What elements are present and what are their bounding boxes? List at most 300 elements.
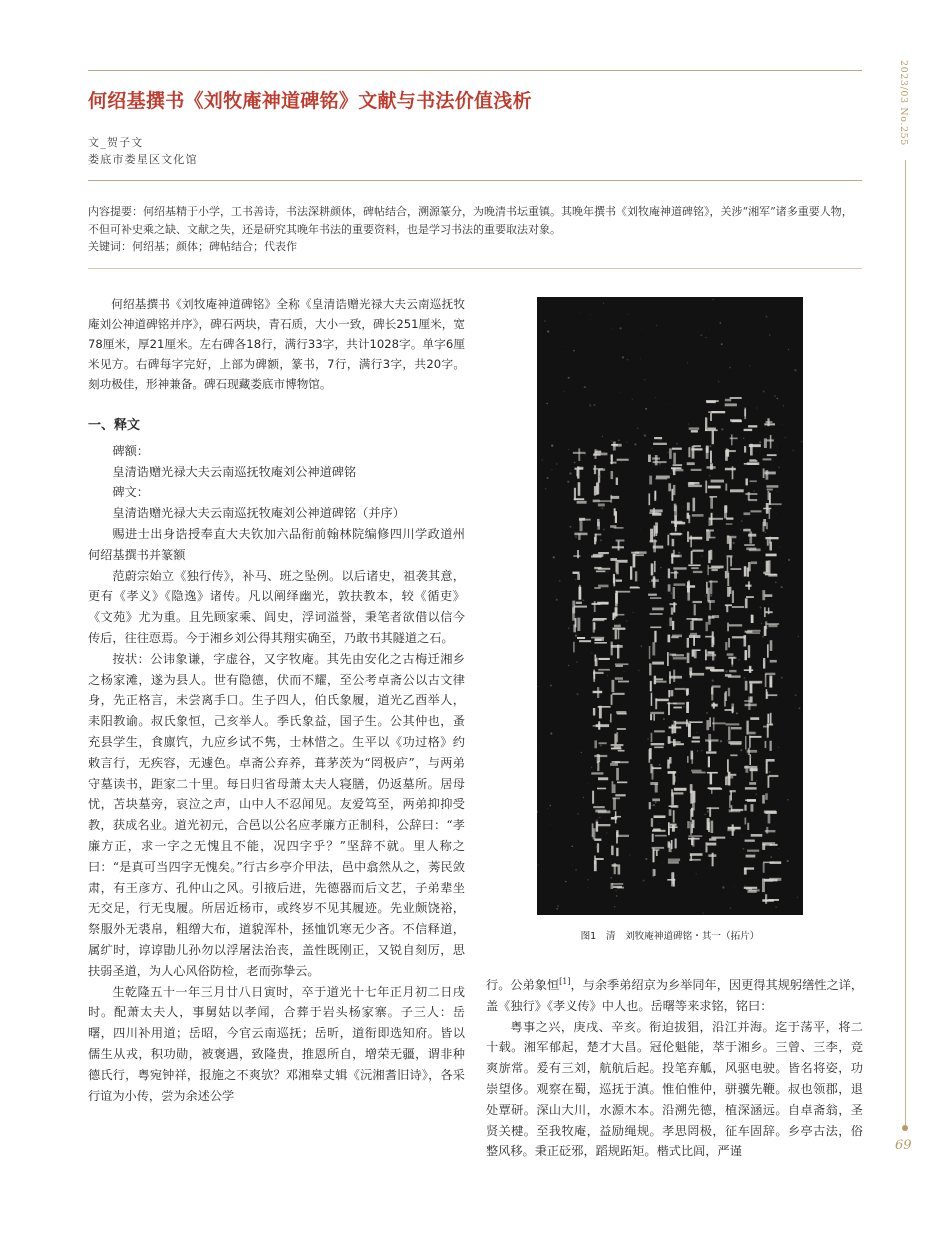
rubbing-speck xyxy=(759,442,760,443)
rubbing-glyph xyxy=(692,736,700,742)
rubbing-speck xyxy=(702,912,703,913)
rubbing-glyph xyxy=(652,847,665,862)
rubbing-glyph xyxy=(575,466,584,478)
rubbing-speck xyxy=(561,346,562,347)
rubbing-glyph xyxy=(707,818,714,833)
rubbing-speck xyxy=(618,677,619,678)
rubbing-speck xyxy=(626,442,627,443)
intro-paragraph: 何绍基撰书《刘牧庵神道碑铭》全称《皇清诰赠光禄大夫云南巡抚牧庵刘公神道碑铭并序》，碑石两块，青石质，大小一致，碑长251厘米，宽78厘米，厚21厘米。左右碑各18行，满行33字，共计1028字。单字6厘米见方。右碑每字完好，上部为碑额，篆书，7行，满行3字，共20字。刻功极佳，形神兼备。碑石现藏娄底市博物馆。 xyxy=(88,297,465,391)
rubbing-glyph xyxy=(764,418,775,426)
rubbing-speck xyxy=(742,835,743,836)
abstract-divider xyxy=(88,268,862,269)
rubbing-speck xyxy=(619,327,621,329)
rubbing-glyph xyxy=(693,601,703,616)
rubbing-glyph xyxy=(762,842,778,850)
rubbing-glyph xyxy=(745,492,757,501)
rubbing-speck xyxy=(743,848,745,850)
rubbing-speck xyxy=(640,529,641,530)
rubbing-glyph xyxy=(612,677,630,692)
rubbing-speck xyxy=(572,865,573,866)
rubbing-glyph xyxy=(594,856,604,872)
rubbing-speck xyxy=(575,869,577,871)
rubbing-speck xyxy=(547,808,548,809)
rubbing-glyph xyxy=(745,581,751,589)
rubbing-speck xyxy=(603,303,604,304)
paragraph: 皇清诰赠光禄大夫云南巡抚牧庵刘公神道碑铭 xyxy=(112,464,357,479)
rubbing-texture xyxy=(537,297,803,915)
rubbing-speck xyxy=(647,738,649,740)
rubbing-speck xyxy=(547,477,549,479)
rubbing-speck xyxy=(597,482,598,483)
rubbing-speck xyxy=(797,897,798,898)
rubbing-speck xyxy=(644,379,645,380)
rubbing-glyph xyxy=(579,518,591,532)
figure-caption: 图1 清 刘牧庵神道碑铭・其一（拓片） xyxy=(580,931,760,942)
rubbing-glyph xyxy=(687,531,702,547)
rubbing-glyph xyxy=(707,772,718,785)
rubbing-speck xyxy=(712,680,714,682)
rubbing-speck xyxy=(640,358,641,359)
body-column-right xyxy=(486,972,863,1162)
rubbing-speck xyxy=(615,890,616,891)
rubbing-glyph xyxy=(763,519,768,532)
rubbing-speck xyxy=(656,325,658,327)
rubbing-glyph xyxy=(671,788,686,805)
rubbing-speck xyxy=(749,365,750,366)
rubbing-glyph xyxy=(671,516,685,532)
rubbing-speck xyxy=(738,659,739,660)
rubbing-speck xyxy=(663,718,665,720)
rubbing-speck xyxy=(619,882,620,883)
rubbing-speck xyxy=(787,860,789,862)
rubbing-speck xyxy=(772,779,773,780)
paragraph: 粤事之兴，庚戌、辛亥。衔迫拔猖，沿江并海。迄于荡平，将二十载。湘军郁起，楚才大昌。冠伦魁能，萃于湘乡。三曾、三李，竞爽旂常。爰有三刘，航航后起。投笔弃觚，风驱电驶。皆名将姿，功崇望侈。观察在蜀，巡抚于滇。惟伯惟仲，骈骥先鞭。叔也领郡，退处覃研。深山大川，水源木本。沿溯先德，植深涵远。自卓斋翁，圣贤关楗。至我牧庵，益励绳规。孝思罔极，征车固辞。乡亭古法，俗整风移。秉正砭邪，蹈规跖矩。楷式比闾，严谨 xyxy=(486,1019,863,1159)
rubbing-speck xyxy=(683,706,685,708)
rubbing-speck xyxy=(710,445,712,447)
rubbing-glyph xyxy=(744,444,761,456)
rubbing-speck xyxy=(697,750,698,751)
rubbing-speck xyxy=(678,552,680,554)
rubbing-glyph xyxy=(744,408,746,420)
rubbing-speck xyxy=(783,405,784,406)
rubbing-speck xyxy=(693,511,694,512)
rubbing-glyph xyxy=(705,428,718,445)
rubbing-speck xyxy=(614,811,615,812)
rubbing-speck xyxy=(781,586,783,588)
rubbing-glyph xyxy=(593,465,605,482)
rubbing-speck xyxy=(709,475,711,477)
rubbing-speck xyxy=(721,428,723,430)
rubbing-speck xyxy=(727,740,728,741)
rubbing-speck xyxy=(733,542,735,544)
rubbing-glyph xyxy=(593,806,610,813)
rubbing-speck xyxy=(801,441,803,443)
rubbing-glyph xyxy=(690,784,696,804)
rubbing-glyph xyxy=(591,772,608,780)
rubbing-glyph xyxy=(630,566,637,581)
rubbing-glyph xyxy=(573,637,591,652)
rubbing-glyph xyxy=(615,591,630,607)
rubbing-glyph xyxy=(709,513,724,526)
rubbing-speck xyxy=(795,694,797,696)
rubbing-glyph xyxy=(613,574,622,586)
rubbing-speck xyxy=(750,756,752,758)
rubbing-glyph xyxy=(612,794,625,810)
rubbing-speck xyxy=(730,907,732,909)
rubbing-speck xyxy=(546,403,548,405)
rubbing-speck xyxy=(757,408,758,409)
text-run: 行。公弟象恒 xyxy=(486,978,560,993)
rubbing-glyph xyxy=(744,459,760,465)
rubbing-glyph xyxy=(688,565,702,574)
rubbing-glyph xyxy=(745,818,750,831)
rubbing-speck xyxy=(540,745,541,746)
author-affiliation: 娄底市娄星区文化馆 xyxy=(88,153,198,166)
rubbing-glyph xyxy=(706,615,720,631)
rubbing-glyph xyxy=(631,551,646,567)
rubbing-speck xyxy=(551,445,553,447)
rubbing-glyph xyxy=(668,583,686,599)
rubbing-glyph xyxy=(687,633,701,648)
rubbing-speck xyxy=(655,801,657,803)
rubbing-glyph xyxy=(649,743,665,763)
rubbing-glyph xyxy=(744,510,762,515)
rubbing-speck xyxy=(693,447,694,448)
rubbing-glyph xyxy=(611,693,625,705)
rubbing-glyph xyxy=(671,464,683,475)
rubbing-glyph xyxy=(763,572,777,577)
rubbing-speck xyxy=(743,438,744,439)
rubbing-glyph xyxy=(730,434,738,445)
rubbing-glyph xyxy=(648,594,661,599)
rubbing-speck xyxy=(777,491,778,492)
rubbing-speck xyxy=(596,449,598,451)
rubbing-speck xyxy=(738,849,739,850)
rubbing-speck xyxy=(701,750,702,751)
rubbing-speck xyxy=(760,607,762,609)
rubbing-glyph xyxy=(612,863,621,874)
rubbing-speck xyxy=(799,707,801,709)
abstract-keywords: 关键词：何绍基；颜体；碑帖结合；代表作 xyxy=(88,240,297,253)
rubbing-speck xyxy=(695,860,696,861)
rubbing-speck xyxy=(644,434,646,436)
rubbing-glyph xyxy=(766,485,778,505)
rubbing-glyph xyxy=(725,397,742,406)
rubbing-glyph xyxy=(649,662,664,676)
rubbing-glyph xyxy=(651,576,659,588)
rubbing-speck xyxy=(705,337,706,338)
rubbing-speck xyxy=(568,377,570,379)
rubbing-glyph xyxy=(674,504,677,517)
rubbing-glyph xyxy=(613,625,626,640)
rubbing-speck xyxy=(658,458,660,460)
rubbing-glyph xyxy=(667,533,682,547)
rubbing-speck xyxy=(629,854,630,855)
rubbing-glyph xyxy=(688,482,702,487)
rubbing-speck xyxy=(574,616,576,618)
rubbing-glyph xyxy=(651,693,669,709)
rubbing-speck xyxy=(713,299,714,300)
rubbing-glyph xyxy=(669,670,682,684)
rubbing-glyph xyxy=(763,861,782,872)
rubbing-glyph xyxy=(667,872,675,886)
rubbing-speck xyxy=(714,853,715,854)
rubbing-speck xyxy=(613,851,614,852)
rubbing-speck xyxy=(788,559,790,561)
rubbing-speck xyxy=(619,808,620,809)
rubbing-speck xyxy=(610,877,612,879)
rubbing-speck xyxy=(731,665,733,667)
rubbing-speck xyxy=(709,739,710,740)
rubbing-speck xyxy=(741,606,742,607)
rubbing-speck xyxy=(589,404,591,406)
body-column-left xyxy=(88,294,465,1106)
paragraph: 赐进士出身诰授奉直大夫钦加六品衔前翰林院编修四川学政道州何绍基撰书并篆额 xyxy=(88,526,465,562)
rubbing-glyph xyxy=(744,544,760,551)
rubbing-speck xyxy=(609,720,610,721)
rubbing-glyph xyxy=(650,608,664,615)
rubbing-glyph xyxy=(668,839,677,853)
rubbing-glyph xyxy=(707,463,716,469)
rubbing-glyph xyxy=(593,721,609,730)
rubbing-glyph xyxy=(610,761,629,780)
rubbing-speck xyxy=(674,875,675,876)
rubbing-speck xyxy=(706,845,708,847)
rubbing-speck xyxy=(651,448,652,449)
rubbing-speck xyxy=(616,895,618,897)
rubbing-speck xyxy=(576,661,578,663)
rubbing-glyph xyxy=(688,835,702,846)
rubbing-speck xyxy=(553,556,555,558)
rubbing-speck xyxy=(550,732,552,734)
rubbing-glyph xyxy=(729,790,736,808)
rubbing-glyph xyxy=(630,586,640,588)
rubbing-glyph xyxy=(650,712,664,721)
paragraph: 范蔚宗始立《独行传》，补马、班之坠例。以后诸史，祖袭其意，更有《孝义》《隐逸》诸传。凡以阐绎幽光，敦扶教本，较《循吏》《文苑》尤为重。且先顾家乘、闾史，浮词溢誉，秉笔者欲借以信今传后，往往恧焉。今于湘乡刘公得其翔实确至，乃敢书其隧道之石。 xyxy=(88,568,465,645)
rubbing-speck xyxy=(676,443,678,445)
rubbing-glyph xyxy=(744,666,753,673)
rubbing-glyph xyxy=(574,482,580,500)
rubbing-speck xyxy=(583,599,585,601)
rubbing-glyph xyxy=(751,615,754,624)
rubbing-speck xyxy=(702,556,703,557)
rubbing-glyph xyxy=(705,480,724,494)
rubbing-speck xyxy=(638,670,639,671)
rubbing-glyph xyxy=(686,618,702,630)
rubbing-speck xyxy=(781,677,783,679)
rubbing-speck xyxy=(568,628,569,629)
rubbing-speck xyxy=(584,453,586,455)
rubbing-glyph xyxy=(610,711,627,723)
rubbing-speck xyxy=(696,873,697,874)
rubbing-speck xyxy=(588,783,589,784)
rubbing-glyph xyxy=(725,604,744,612)
rubbing-glyph xyxy=(649,539,663,552)
rubbing-speck xyxy=(776,513,777,514)
rubbing-speck xyxy=(645,858,647,860)
rubbing-speck xyxy=(769,771,771,773)
rubbing-glyph xyxy=(727,653,737,664)
rubbing-speck xyxy=(745,885,746,886)
rubbing-glyph xyxy=(574,533,587,540)
rubbing-speck xyxy=(619,392,620,393)
stele-rubbing-image xyxy=(537,297,803,915)
rubbing-glyph xyxy=(763,468,776,479)
rubbing-glyph xyxy=(725,466,736,479)
rubbing-glyph xyxy=(744,696,757,710)
rubbing-glyph xyxy=(706,751,717,767)
rubbing-glyph xyxy=(650,782,658,793)
rubbing-speck xyxy=(720,740,722,742)
rubbing-glyph xyxy=(669,448,682,464)
rubbing-glyph xyxy=(708,853,716,867)
rubbing-glyph xyxy=(573,572,581,580)
rubbing-glyph xyxy=(744,561,757,576)
rubbing-glyph xyxy=(591,552,609,558)
rubbing-speck xyxy=(587,879,589,881)
rubbing-glyph xyxy=(726,518,734,525)
rubbing-speck xyxy=(798,636,800,638)
rubbing-glyph xyxy=(707,565,723,575)
rubbing-speck xyxy=(705,595,706,596)
rubbing-speck xyxy=(556,908,558,910)
rubbing-glyph xyxy=(687,513,704,524)
rubbing-speck xyxy=(537,686,538,687)
rubbing-speck xyxy=(590,314,591,315)
rubbing-speck xyxy=(627,359,629,361)
rubbing-speck xyxy=(550,805,552,807)
rubbing-speck xyxy=(673,723,675,725)
rubbing-glyph xyxy=(744,630,761,647)
rubbing-glyph xyxy=(727,623,742,632)
rubbing-speck xyxy=(551,469,552,470)
rubbing-speck xyxy=(672,720,673,721)
rubbing-glyph xyxy=(744,867,754,874)
rubbing-glyph xyxy=(611,744,625,752)
rubbing-glyph xyxy=(594,754,607,771)
rubbing-speck xyxy=(567,481,569,483)
rubbing-speck xyxy=(778,467,780,469)
rubbing-glyph xyxy=(730,419,742,422)
rubbing-speck xyxy=(607,675,608,676)
rubbing-speck xyxy=(611,440,613,442)
rubbing-glyph xyxy=(593,687,603,698)
rubbing-speck xyxy=(776,446,777,447)
paragraph xyxy=(486,972,863,1017)
rubbing-speck xyxy=(581,752,582,753)
rubbing-speck xyxy=(588,887,589,888)
rubbing-glyph xyxy=(667,652,686,666)
rubbing-speck xyxy=(645,408,647,410)
rubbing-glyph xyxy=(592,822,611,840)
rubbing-speck xyxy=(547,330,549,332)
issue-label: 2023/03 No.255 xyxy=(898,60,909,146)
rubbing-glyph xyxy=(762,878,781,892)
rubbing-glyph xyxy=(764,621,779,636)
rubbing-speck xyxy=(550,685,552,687)
rubbing-speck xyxy=(726,670,728,672)
paragraph: 碑额： xyxy=(112,443,149,458)
rubbing-speck xyxy=(688,424,689,425)
author-block xyxy=(88,134,198,168)
rubbing-speck xyxy=(785,437,786,438)
rubbing-speck xyxy=(614,906,615,907)
rubbing-speck xyxy=(756,794,757,795)
rubbing-glyph xyxy=(705,734,718,751)
rubbing-speck xyxy=(600,745,602,747)
rubbing-speck xyxy=(775,907,776,908)
rubbing-speck xyxy=(565,881,567,883)
rubbing-speck xyxy=(706,712,708,714)
rubbing-glyph xyxy=(724,688,730,707)
rubbing-speck xyxy=(744,677,746,679)
rubbing-glyph xyxy=(649,508,663,516)
rubbing-speck xyxy=(709,329,710,330)
rubbing-speck xyxy=(756,780,757,781)
rubbing-speck xyxy=(710,594,712,596)
rubbing-glyph xyxy=(705,650,716,661)
rubbing-speck xyxy=(545,488,546,489)
rubbing-glyph xyxy=(649,799,660,810)
rubbing-speck xyxy=(774,395,775,396)
rubbing-speck xyxy=(668,452,669,453)
rubbing-glyph xyxy=(652,829,667,843)
rubbing-speck xyxy=(626,620,628,622)
rubbing-speck xyxy=(575,635,577,637)
rubbing-glyph xyxy=(686,702,689,713)
rubbing-glyph xyxy=(614,508,617,523)
rubbing-glyph xyxy=(766,554,777,573)
rubbing-glyph xyxy=(706,400,719,403)
rubbing-speck xyxy=(642,329,643,330)
rubbing-speck xyxy=(584,386,586,388)
top-rule xyxy=(88,70,862,71)
rubbing-glyph xyxy=(763,503,781,519)
rubbing-glyph xyxy=(686,688,689,696)
rubbing-speck xyxy=(621,461,622,462)
rubbing-glyph xyxy=(668,688,686,697)
rubbing-speck xyxy=(709,451,710,452)
rubbing-speck xyxy=(634,443,636,445)
rubbing-speck xyxy=(599,817,600,818)
rubbing-speck xyxy=(583,797,584,798)
rubbing-speck xyxy=(782,424,783,425)
rubbing-glyph xyxy=(762,894,779,904)
rubbing-glyph xyxy=(592,618,607,633)
rubbing-glyph xyxy=(763,454,777,460)
rubbing-speck xyxy=(550,824,551,825)
rubbing-glyph xyxy=(650,764,661,780)
rubbing-glyph xyxy=(611,642,623,659)
rubbing-speck xyxy=(777,398,779,400)
rubbing-speck xyxy=(771,662,773,664)
rubbing-glyph xyxy=(591,637,607,644)
rubbing-glyph xyxy=(649,642,655,659)
rubbing-glyph xyxy=(728,741,741,745)
article-title: 何绍基撰书《刘牧庵神道碑铭》文献与书法价值浅析 xyxy=(88,90,532,112)
rubbing-speck xyxy=(593,404,595,406)
rubbing-speck xyxy=(591,652,592,653)
rubbing-speck xyxy=(602,436,603,437)
text-run: ，与余季弟绍京为乡举同年，因更得其规躬缮性之详，盖《独行》《孝义传》中人也。岳曙等来求铭，铭曰： xyxy=(486,978,864,1013)
rubbing-speck xyxy=(759,441,761,443)
rubbing-glyph xyxy=(691,550,704,565)
rubbing-speck xyxy=(704,814,706,816)
rubbing-glyph xyxy=(745,681,762,694)
rubbing-glyph xyxy=(725,484,743,493)
rubbing-glyph xyxy=(768,775,779,788)
rubbing-glyph xyxy=(708,600,715,610)
